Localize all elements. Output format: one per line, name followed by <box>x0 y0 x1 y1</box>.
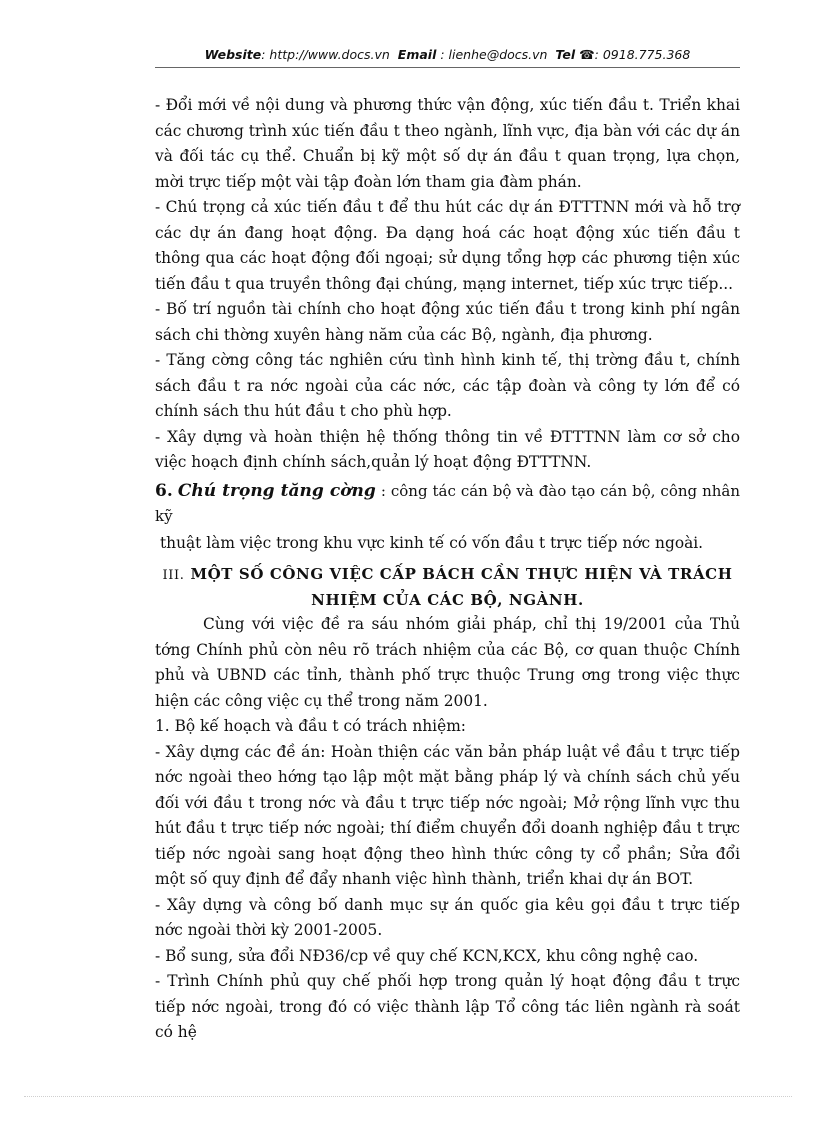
website-label: Website <box>204 47 262 62</box>
tel-value: : 0918.775.368 <box>594 47 691 62</box>
section-6-heading <box>155 479 740 529</box>
section-6-continuation: thuật làm việc trong khu vực kinh tế có vốn đầu t trực tiếp nớc ngoài. <box>160 533 704 552</box>
task-paragraph: - Xây dựng và công bố danh mục sự án quốc gia kêu gọi đầu t trực tiếp nớc ngoài thời kỳ 2001-2005. <box>155 895 740 939</box>
paragraph: - Tăng cờng công tác nghiên cứu tình hình kinh tế, thị trờng đầu t, chính sách đầu t ra nớc ngoài của các nớc, các tập đoàn và công ty lớn để có chính sách thu hút đầu t cho phù hợp. <box>155 351 740 420</box>
page-header <box>155 47 740 62</box>
task-paragraph: - Trình Chính phủ quy chế phối hợp trong quản lý hoạt động đầu t trực tiếp nớc ngoài, trong đó có việc thành lập Tổ công tác liên ngành rà soát có hệ <box>155 972 740 1041</box>
phone-icon: ☎ <box>579 47 595 62</box>
email-value: : lienhe@docs.vn <box>440 47 548 62</box>
section-3-title-line1: MỘT SỐ CÔNG VIỆC CẤP BÁCH CẦN THỰC HIỆN VÀ TRÁCH <box>190 565 733 583</box>
intro-paragraph: Cùng với việc đề ra sáu nhóm giải pháp, chỉ thị 19/2001 của Thủ tớng Chính phủ còn nêu rõ trách nhiệm của các Bộ, cơ quan thuộc Chính phủ và UBND các tỉnh, thành phố trực thuộc Trung ơng trong việc thực hiện các công việc cụ thể trong năm 2001. <box>155 615 740 710</box>
header-divider <box>155 67 740 68</box>
section-6-text: : công tác cán bộ và đào tạo cán bộ, công nhân kỹ <box>155 481 740 525</box>
section-3-heading <box>155 562 740 612</box>
footer-divider <box>24 1096 792 1097</box>
paragraph: - Đổi mới về nội dung và phương thức vận động, xúc tiến đầu t. Triển khai các chương trình xúc tiến đầu t theo ngành, lĩnh vực, địa bàn với các dự án và đối tác cụ thể. Chuẩn bị kỹ một số dự án đầu t quan trọng, lựa chọn, mời trực tiếp một vài tập đoàn lớn tham gia đàm phán. <box>155 96 740 191</box>
document-body <box>155 93 740 1046</box>
email-label: Email <box>397 47 437 62</box>
task-paragraph: - Bổ sung, sửa đổi NĐ36/cp về quy chế KCN,KCX, khu công nghệ cao. <box>155 946 699 965</box>
paragraph: - Chú trọng cả xúc tiến đầu t để thu hút các dự án ĐTTTNN mới và hỗ trợ các dự án đang hoạt động. Đa dạng hoá các hoạt động xúc tiến đầu t thông qua các hoạt động đối ngoại; sử dụng tổng hợp các phương tiện xúc tiến đầu t qua truyền thông đại chúng, mạng internet, tiếp xúc trực tiếp... <box>155 198 740 293</box>
paragraph: - Xây dựng và hoàn thiện hệ thống thông tin về ĐTTTNN làm cơ sở cho việc hoạch định chính sách,quản lý hoạt động ĐTTTNN. <box>155 427 740 471</box>
tel-label: Tel <box>555 47 576 62</box>
website-value: : http://www.docs.vn <box>261 47 390 62</box>
task-paragraph: - Xây dựng các đề án: Hoàn thiện các văn bản pháp luật về đầu t trực tiếp nớc ngoài theo hớng tạo lập một mặt bằng pháp lý và chính sách chủ yếu đối với đầu t trong nớc và đầu t trực tiếp nớc ngoài; Mở rộng lĩnh vực thu hút đầu t trực tiếp nớc ngoài; thí điểm chuyển đổi doanh nghiệp đầu t trực tiếp nớc ngoài sang hoạt động theo hình thức công ty cổ phần; Sửa đổi một số quy định để đẩy nhanh việc hình thành, triển khai dự án BOT. <box>155 742 740 888</box>
section-3-numeral: III. <box>162 568 185 583</box>
item-1-heading: 1. Bộ kế hoạch và đầu t có trách nhiệm: <box>155 717 466 735</box>
section-6-number: 6. <box>155 480 173 501</box>
section-3-title-line2: NHIỆM CỦA CÁC BỘ, NGÀNH. <box>311 591 584 609</box>
paragraph: - Bố trí nguồn tài chính cho hoạt động xúc tiến đầu t trong kinh phí ngân sách chi thờng xuyên hàng năm của các Bộ, ngành, địa phương. <box>155 300 740 344</box>
section-6-emphasis: Chú trọng tăng cờng <box>177 480 376 501</box>
